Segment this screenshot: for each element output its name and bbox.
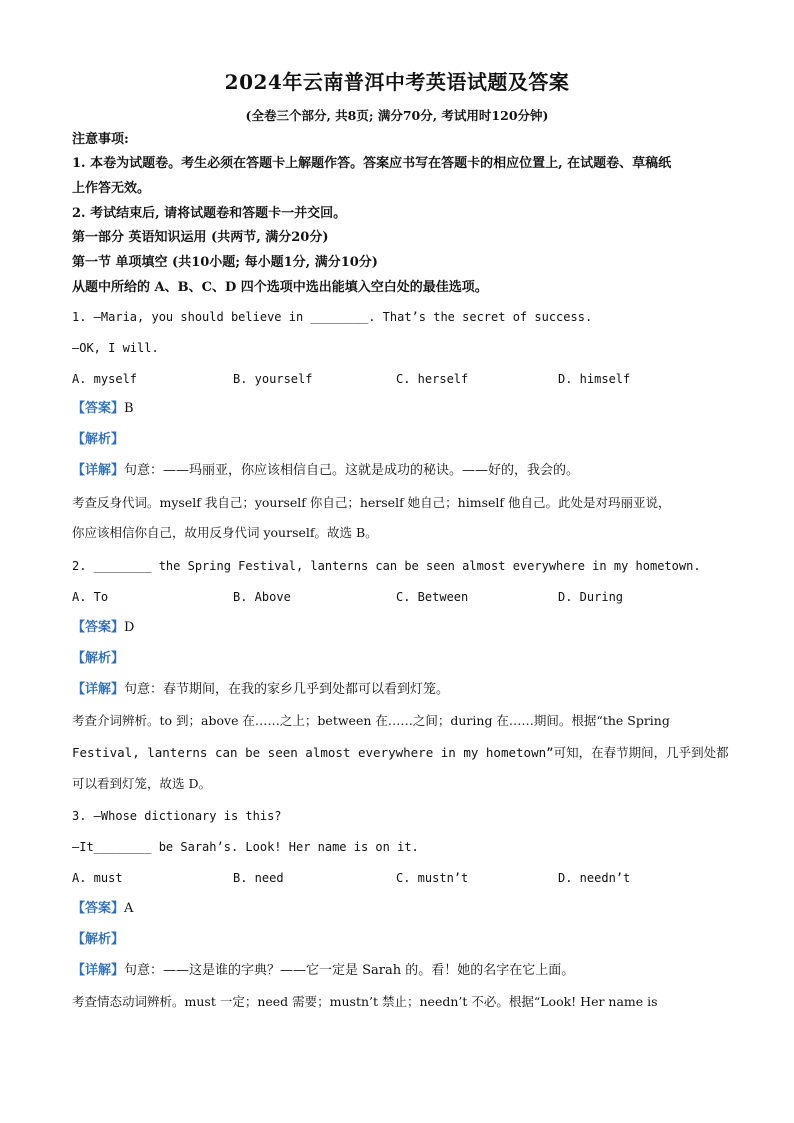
q2-detail	[72, 681, 449, 699]
note-2: 2. 考试结束后, 请将试题卷和答题卡一并交回。	[72, 206, 347, 221]
q1-explanation-line-1: 考查反身代词。myself 我自己；yourself 你自己；herself 她自己；himself 他自己。此处是对玛丽亚说，	[72, 495, 671, 510]
q3-reply: —It________ be Sarah’s. Look! Her name is on it.	[72, 840, 419, 854]
q2-explanation-line-3: 可以看到灯笼，故选 D。	[72, 776, 211, 791]
q3-option-b: B. need	[233, 871, 284, 885]
q3-option-a: A. must	[72, 871, 123, 885]
q3-explanation-line-1: 考查情态动词辨析。must 一定；need 需要；mustn’t 禁止；needn’t 不必。根据“Look! Her name is	[72, 994, 658, 1009]
answer-label: 【答案】	[72, 401, 125, 416]
section-instruction: 从题中所给的 A、B、C、D 四个选项中选出能填入空白处的最佳选项。	[72, 280, 488, 295]
q2-answer-value: D	[124, 620, 135, 635]
q1-explanation-line-2: 你应该相信你自己，故用反身代词 yourself。故选 B。	[72, 525, 378, 540]
q1-reply: —OK, I will.	[72, 341, 159, 355]
answer-label: 【答案】	[72, 620, 125, 635]
q2-explanation-line-2: Festival, lanterns can be seen almost everywhere in my hometown”可知，在春节期间，几乎到处都	[72, 745, 729, 760]
q1-answer	[72, 400, 134, 418]
q3-option-d: D. needn’t	[558, 871, 631, 885]
q3-option-c: C. mustn’t	[396, 871, 469, 885]
q3-detail-text: 句意：——这是谁的字典？——它一定是 Sarah 的。看！她的名字在它上面。	[124, 963, 575, 978]
q1-answer-value: B	[124, 401, 134, 416]
q2-option-d: D. During	[558, 590, 624, 604]
q1-option-b: B. yourself	[233, 372, 313, 386]
q2-detail-text: 句意：春节期间，在我的家乡几乎到处都可以看到灯笼。	[124, 682, 450, 697]
detail-label: 【详解】	[72, 463, 125, 478]
notes-heading: 注意事项:	[72, 132, 129, 147]
analysis-label: 【解析】	[72, 932, 125, 947]
q3-answer	[72, 900, 133, 918]
note-1-line-2: 上作答无效。	[72, 181, 151, 196]
page-title: 2024年云南普洱中考英语试题及答案	[224, 70, 570, 94]
q1-detail-text: 句意：——玛丽亚，你应该相信自己。这就是成功的秘诀。——好的，我会的。	[124, 463, 580, 478]
q2-option-c: C. Between	[396, 590, 469, 604]
analysis-label: 【解析】	[72, 651, 125, 666]
q3-detail	[72, 962, 574, 980]
q2-answer	[72, 619, 134, 637]
q3-stem: 3. —Whose dictionary is this?	[72, 809, 282, 823]
note-1-line-1: 1. 本卷为试题卷。考生必须在答题卡上解题作答。答案应书写在答题卡的相应位置上, 在试题卷、草稿纸	[72, 156, 672, 171]
q2-analysis-label	[72, 650, 124, 668]
page-subtitle: (全卷三个部分, 共8页; 满分70分, 考试用时120分钟)	[245, 108, 549, 123]
detail-label: 【详解】	[72, 963, 125, 978]
q3-analysis-label	[72, 931, 124, 949]
q1-detail	[72, 462, 579, 480]
detail-label: 【详解】	[72, 682, 125, 697]
q2-stem: 2. ________ the Spring Festival, lanterns can be seen almost everywhere in my hometown.	[72, 559, 701, 573]
q2-explanation-line-1: 考查介词辨析。to 到；above 在……之上；between 在……之间；during 在……期间。根据“the Spring	[72, 713, 670, 728]
analysis-label: 【解析】	[72, 432, 125, 447]
q1-stem: 1. —Maria, you should believe in ________. That’s the secret of success.	[72, 310, 593, 324]
q1-option-c: C. herself	[396, 372, 469, 386]
q2-option-a: A. To	[72, 590, 109, 604]
answer-label: 【答案】	[72, 901, 125, 916]
q1-analysis-label	[72, 431, 124, 449]
section-1-heading: 第一节 单项填空 (共10小题; 每小题1分, 满分10分)	[72, 255, 378, 270]
part-1-heading: 第一部分 英语知识运用 (共两节, 满分20分)	[72, 230, 329, 245]
q1-option-a: A. myself	[72, 372, 138, 386]
q1-option-d: D. himself	[558, 372, 631, 386]
q2-option-b: B. Above	[233, 590, 291, 604]
q3-answer-value: A	[124, 901, 134, 916]
